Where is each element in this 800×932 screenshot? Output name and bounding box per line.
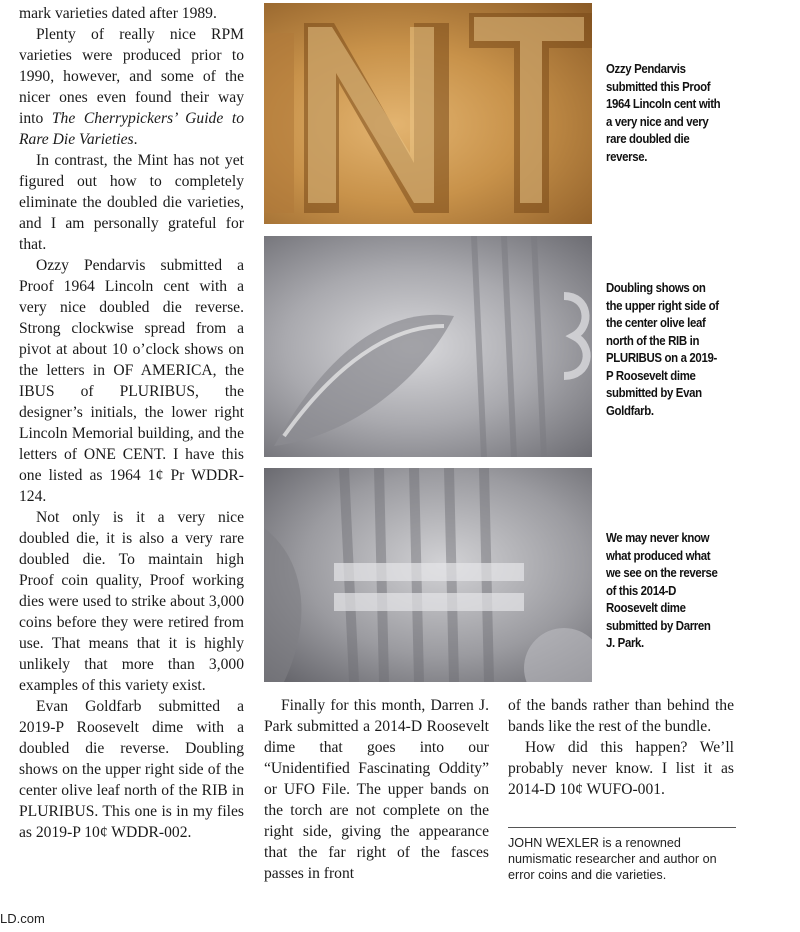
coin-photo-2019-dime [264, 236, 592, 457]
paragraph: Plenty of really nice RPM varieties were produced prior to 1990, however, and some of the nicer ones even found their way into The Cherrypickers’ Guide to Rare Die Varieties. [19, 26, 244, 148]
paragraph: Finally for this month, Darren J. Park submitted a 2014-D Roosevelt dime that goes into our “Unidentified Fascinating Oddity” or UFO File. The upper bands on the torch are not complete on the right side, giving the appearance that the far right of the fasces passes in front [264, 697, 489, 882]
torch-bands-image [264, 468, 592, 682]
photo-caption: Doubling shows on the upper right side of the center olive leaf north of the RIB in PLURIBUS on a 2019-P Roosevelt dime submitted by Evan Goldfarb. [606, 280, 719, 418]
coin-photo-2014-dime [264, 468, 592, 682]
bio-divider [508, 827, 736, 828]
book-title: The Cherrypickers’ Guide to Rare Die Varieties [19, 110, 244, 148]
photo-caption: Ozzy Pendarvis submitted this Proof 1964 Lincoln cent with a very nice and very rare doubled die reverse. [606, 61, 721, 164]
article-column-middle [264, 695, 489, 884]
photo-caption: We may never know what produced what we see on the reverse of this 2014-D Roosevelt dime submitted by Darren J. Park. [606, 530, 718, 650]
paragraph: mark varieties dated after 1989. [19, 5, 217, 22]
author-bio: JOHN WEXLER is a renowned numismatic researcher and author on error coins and die varieties. [508, 836, 717, 882]
coin-letters-nt-image [264, 3, 592, 224]
article-column-left [19, 3, 244, 843]
coin-photo-lincoln-cent [264, 3, 592, 224]
paragraph: How did this happen? We’ll probably never know. I list it as 2014-D 10¢ WUFO-001. [508, 739, 734, 798]
paragraph: In contrast, the Mint has not yet figured out how to completely eliminate the doubled die varieties, and I am personally grateful for that. [19, 152, 244, 253]
olive-leaf-image [264, 236, 592, 457]
paragraph: Evan Goldfarb submitted a 2019-P Roosevelt dime with a doubled die reverse. Doubling shows on the upper right side of the center olive leaf north of the RIB in PLURIBUS. This one is in my files as 2019-P 10¢ WDDR-002. [19, 698, 244, 841]
paragraph: of the bands rather than behind the bands like the rest of the bundle. [508, 697, 734, 735]
paragraph: Ozzy Pendarvis submitted a Proof 1964 Lincoln cent with a very nice doubled die reverse. Strong clockwise spread from a pivot at about 10 o’clock shows on the letters in OF AMERICA, the IBUS of PLURIBUS, the designer’s initials, the lower right Lincoln Memorial building, and the letters of ONE CENT. I have this one listed as 1964 1¢ Pr WDDR-124. [19, 257, 244, 505]
paragraph: Not only is it a very nice doubled die, it is also a very rare doubled die. To maintain high Proof coin quality, Proof working dies were used to strike about 3,000 coins before they were retired from use. That means that it is highly unlikely that more than 3,000 examples of this variety exist. [19, 509, 244, 694]
footer-url: LD.com [0, 911, 45, 926]
article-column-right [508, 695, 734, 800]
